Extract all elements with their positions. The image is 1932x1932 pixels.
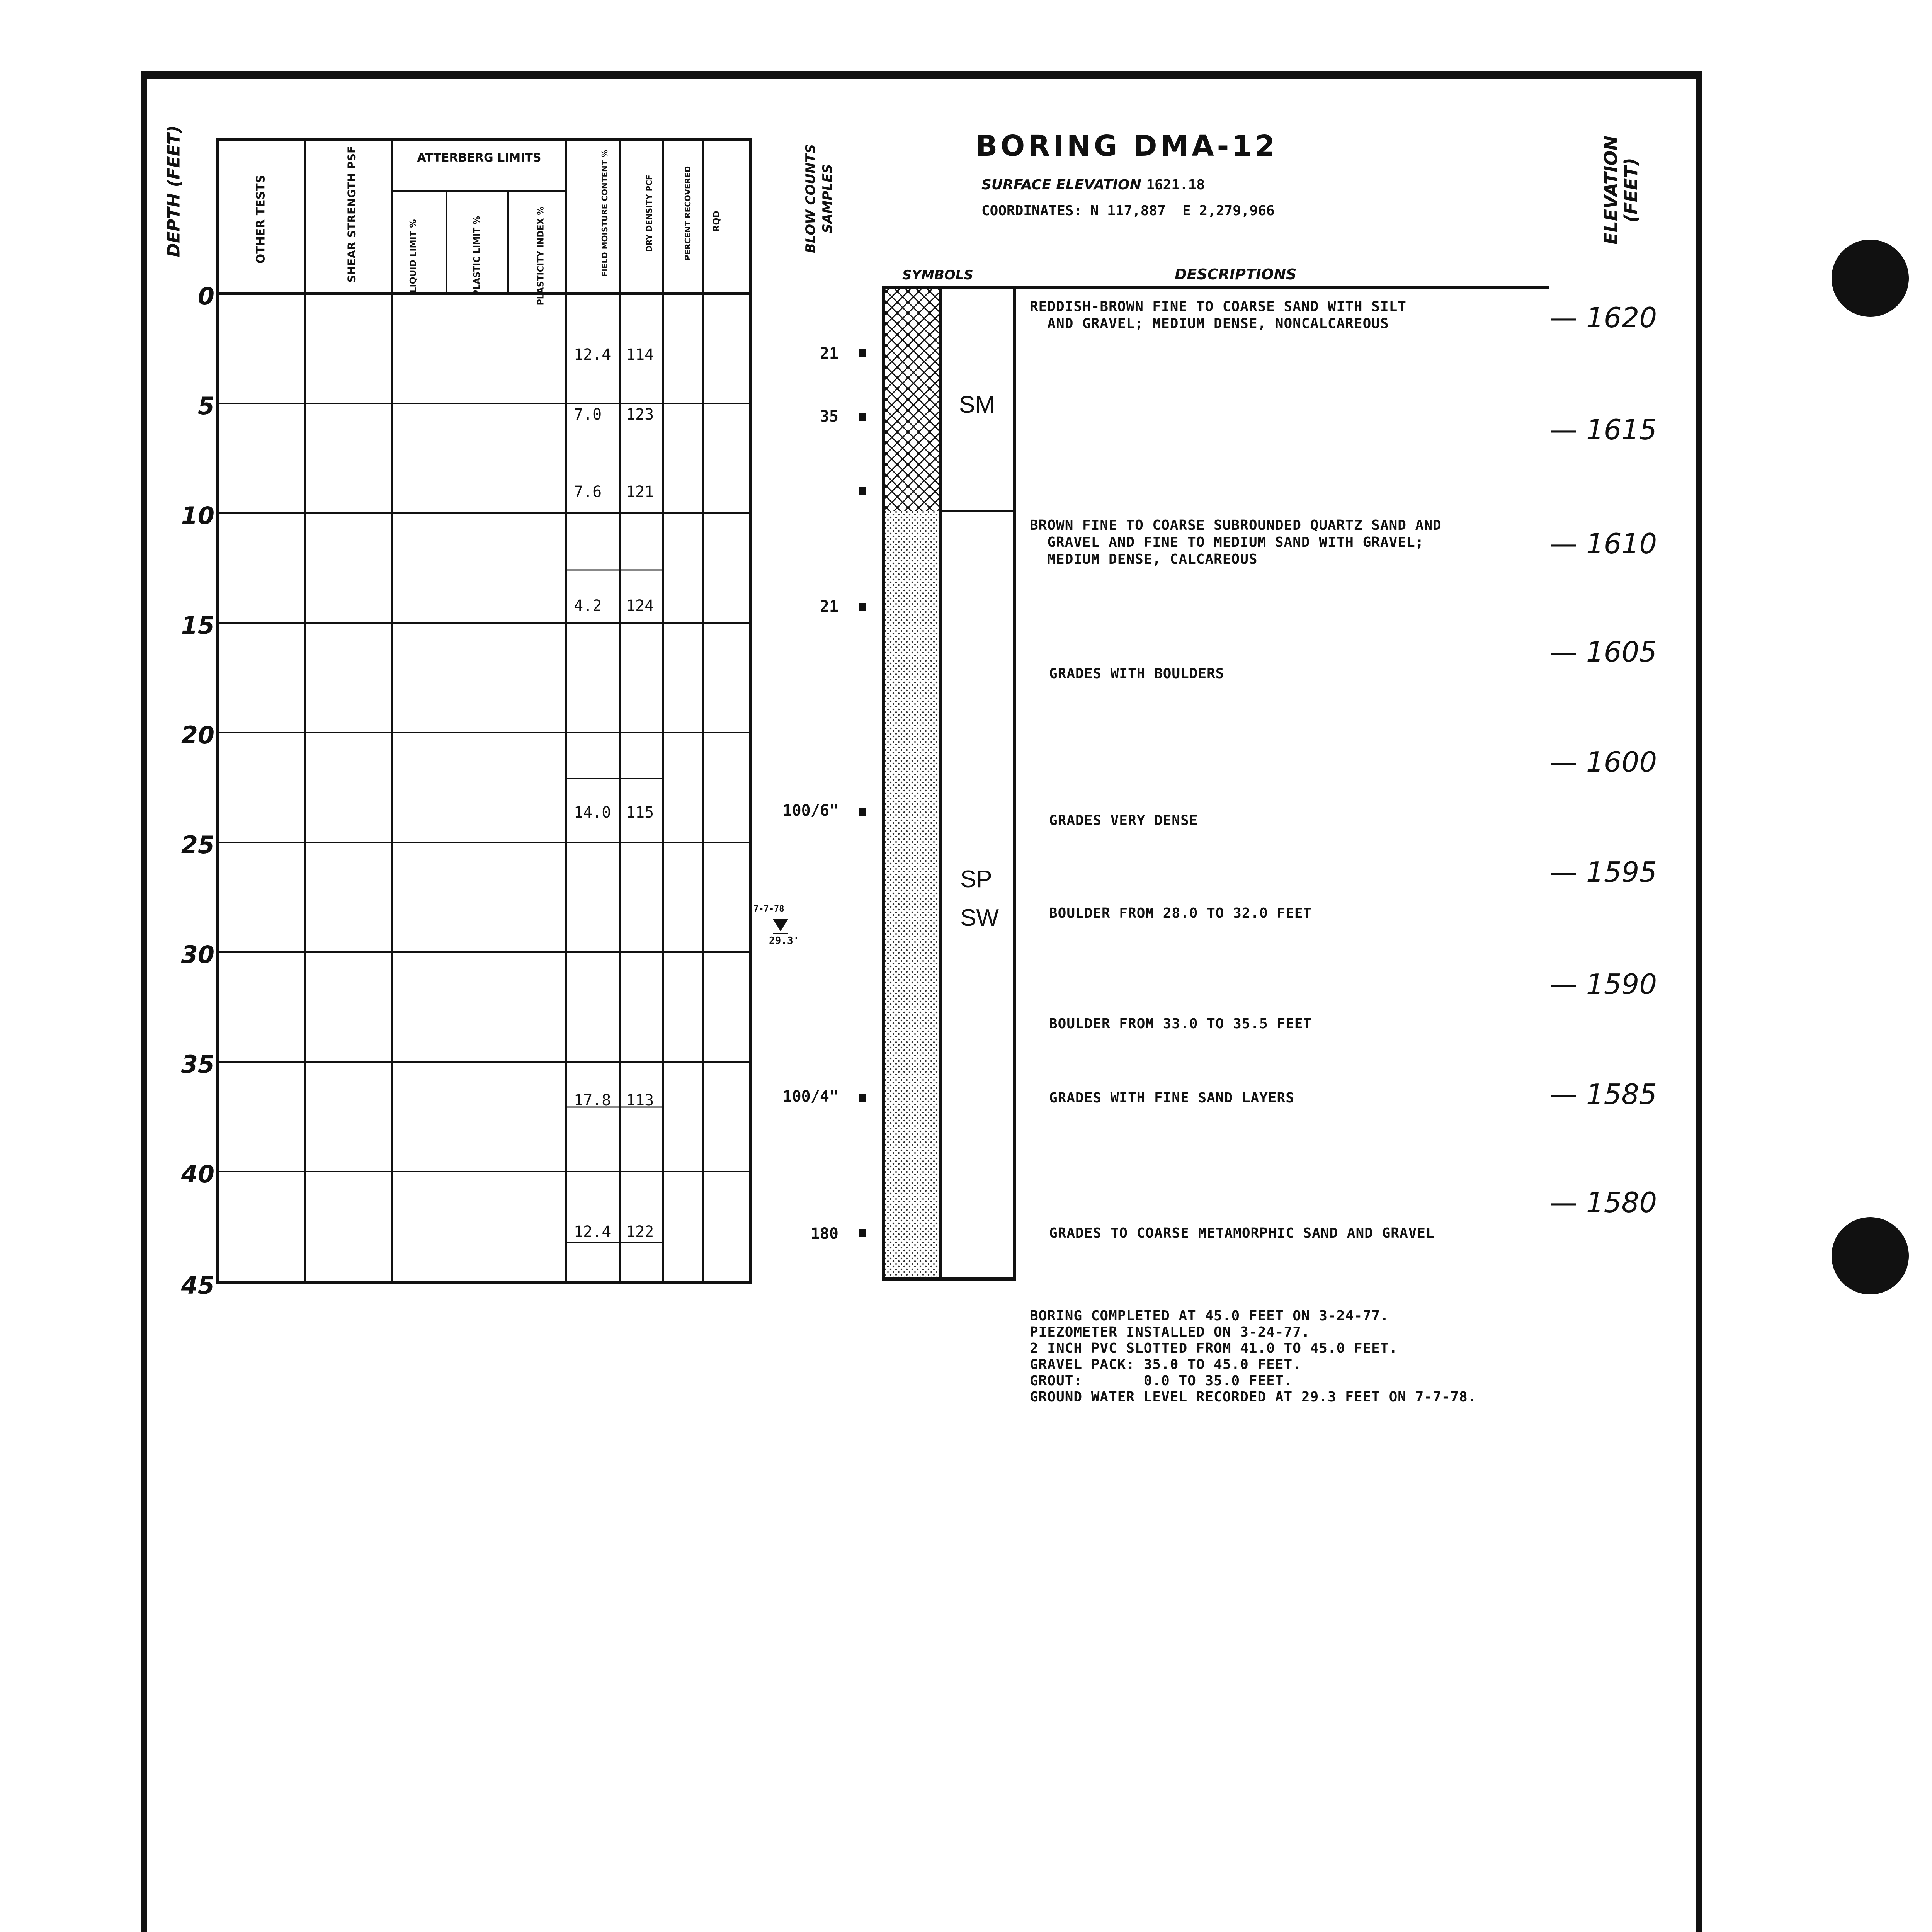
elevation-header: ELEVATION (FEET) xyxy=(1600,136,1641,245)
rqd-header: RQD xyxy=(712,211,722,232)
depth-header: DEPTH (FEET) xyxy=(164,125,184,257)
blow-count: 21 xyxy=(820,598,838,616)
binder-hole-top xyxy=(1832,240,1909,317)
elevation-label: — 1605 xyxy=(1549,636,1657,668)
elevation-value: 1585 xyxy=(1586,1078,1657,1111)
surface-elevation-label: SURFACE ELEVATION xyxy=(981,177,1141,193)
atterberg-header: ATTERBERG LIMITS xyxy=(417,151,541,165)
shear-strength-header: SHEAR STRENGTH PSF xyxy=(345,146,358,283)
surface-elevation-value: 1621.18 xyxy=(1146,177,1205,193)
surface-elevation xyxy=(981,177,1205,193)
descriptions-header: DESCRIPTIONS xyxy=(1175,266,1297,283)
elevation-label: — 1615 xyxy=(1549,413,1657,446)
depth-label: 40 xyxy=(181,1160,214,1188)
depth-label: 30 xyxy=(181,940,214,969)
blow-count: 180 xyxy=(810,1225,838,1243)
density-value: 113 xyxy=(626,1092,654,1109)
density-value: 115 xyxy=(626,804,654,821)
coordinates: COORDINATES: N 117,887 E 2,279,966 xyxy=(981,203,1275,219)
moisture-value: 7.6 xyxy=(574,483,602,501)
percent-recovered-header: PERCENT RECOVERED xyxy=(683,166,692,261)
elevation-label: — 1610 xyxy=(1549,527,1657,560)
moisture-value: 4.2 xyxy=(574,597,602,615)
field-moisture-header: FIELD MOISTURE CONTENT % xyxy=(600,150,609,277)
density-value: 123 xyxy=(626,406,654,423)
soil-symbol-sp: SP xyxy=(960,866,992,893)
density-value: 121 xyxy=(626,483,654,501)
plasticity-index-header: PLASTICITY INDEX % xyxy=(536,206,546,306)
blow-count: 35 xyxy=(820,408,838,425)
blow-count: 100/4" xyxy=(782,1088,838,1105)
blow-counts-header: BLOW COUNTS SAMPLES xyxy=(803,144,835,253)
boring-notes: BORING COMPLETED AT 45.0 FEET ON 3-24-77. PIEZOMETER INSTALLED ON 3-24-77. 2 INCH PVC SLOTTED FROM 41.0 TO 45.0 FEET. GRAVEL PACK: 35.0 TO 45.0 FEET. GROUT: 0.0 TO 35.0 FEET. GROUND WATER LEVEL RECORDED AT 29.3 FEET ON 7-7-78. xyxy=(1030,1308,1477,1405)
dry-density-header: DRY DENSITY PCF xyxy=(645,175,654,252)
symbols-header: SYMBOLS xyxy=(902,267,973,283)
soil-symbol-sm: SM xyxy=(959,391,995,418)
description: BOULDER FROM 33.0 TO 35.5 FEET xyxy=(1049,1016,1312,1032)
moisture-value: 12.4 xyxy=(574,1223,611,1241)
depth-label: 10 xyxy=(181,502,214,530)
description: GRADES VERY DENSE xyxy=(1049,813,1198,828)
water-level-depth: 29.3' xyxy=(769,935,799,947)
depth-label: 15 xyxy=(181,611,214,639)
plastic-limit-header: PLASTIC LIMIT % xyxy=(472,216,482,296)
elevation-label: — 1600 xyxy=(1549,746,1657,778)
binder-hole-middle xyxy=(1832,1217,1909,1294)
depth-label: 20 xyxy=(181,721,214,749)
liquid-limit-header: LIQUID LIMIT % xyxy=(408,219,418,293)
elevation-label: — 1620 xyxy=(1549,301,1657,334)
elevation-value: 1610 xyxy=(1586,527,1657,560)
depth-label: 45 xyxy=(181,1271,214,1299)
moisture-value: 7.0 xyxy=(574,406,602,423)
other-tests-header: OTHER TESTS xyxy=(254,175,268,264)
density-value: 114 xyxy=(626,346,654,364)
elevation-label: — 1595 xyxy=(1549,856,1657,888)
depth-label: 0 xyxy=(197,282,214,310)
elevation-value: 1600 xyxy=(1586,746,1657,778)
boring-title: BORING DMA-12 xyxy=(976,129,1278,163)
sample-markers xyxy=(856,340,871,1252)
elevation-value: 1590 xyxy=(1586,968,1657,1000)
density-value: 122 xyxy=(626,1223,654,1241)
depth-label: 5 xyxy=(197,392,214,420)
description: GRADES WITH FINE SAND LAYERS xyxy=(1049,1090,1294,1106)
description: BOULDER FROM 28.0 TO 32.0 FEET xyxy=(1049,905,1312,921)
elevation-value: 1620 xyxy=(1586,301,1657,334)
water-level-date: 7-7-78 xyxy=(753,904,784,914)
description: BROWN FINE TO COARSE SUBROUNDED QUARTZ SAND AND GRAVEL AND FINE TO MEDIUM SAND WITH GRAVEL; MEDIUM DENSE, CALCAREOUS xyxy=(1030,517,1442,567)
elevation-value: 1580 xyxy=(1586,1186,1657,1219)
elevation-label: — 1585 xyxy=(1549,1078,1657,1111)
water-level-triangle-icon xyxy=(771,916,790,935)
depth-label: 25 xyxy=(181,831,214,859)
elevation-value: 1605 xyxy=(1586,636,1657,668)
description: GRADES TO COARSE METAMORPHIC SAND AND GRAVEL xyxy=(1049,1225,1435,1241)
density-value: 124 xyxy=(626,597,654,615)
moisture-value: 14.0 xyxy=(574,804,611,821)
elevation-label: — 1590 xyxy=(1549,968,1657,1000)
soil-column xyxy=(881,286,1020,1283)
elevation-value: 1595 xyxy=(1586,856,1657,888)
description: REDDISH-BROWN FINE TO COARSE SAND WITH SILT AND GRAVEL; MEDIUM DENSE, NONCALCAREOUS xyxy=(1030,299,1406,332)
moisture-value: 12.4 xyxy=(574,346,611,364)
elevation-value: 1615 xyxy=(1586,413,1657,446)
depth-label: 35 xyxy=(181,1050,214,1078)
moisture-value: 17.8 xyxy=(574,1092,611,1109)
elevation-label: — 1580 xyxy=(1549,1186,1657,1219)
description: GRADES WITH BOULDERS xyxy=(1049,666,1225,682)
soil-symbol-sw: SW xyxy=(960,905,999,931)
lab-data-table xyxy=(216,137,757,1296)
blow-count: 100/6" xyxy=(782,802,838,820)
blow-count: 21 xyxy=(820,345,838,362)
